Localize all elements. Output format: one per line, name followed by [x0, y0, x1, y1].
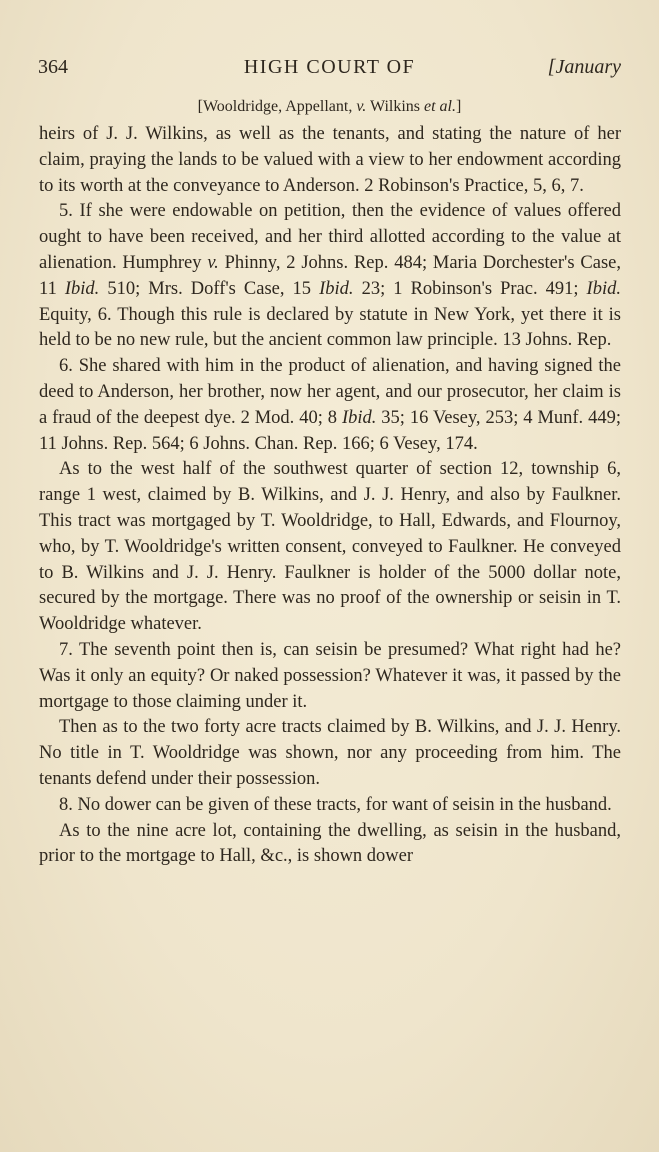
paragraph-nine-acre: As to the nine acre lot, containing the dwelling, as seisin in the husband, prior to the mortgage to Hall, &c., is shown dower	[39, 820, 621, 867]
paragraph-continuation: heirs of J. J. Wilkins, as well as the tenants, and stating the nature of her claim, praying the lands to be valued with a view to her endowment according to its worth at the conveyance to Anderson. 2 Robinson's Practice, 5, 6, 7.	[39, 124, 621, 196]
paragraph-west-half: As to the west half of the southwest quarter of section 12, township 6, range 1 west, claimed by B. Wilkins, and J. J. Henry, and also by Faulkner. This tract was mortgaged by T. Wooldridge, to Hall, Edwards, and Flournoy, who, by T. Wooldridge's written consent, conveyed to Faulkner. He conveyed to B. Wilkins and J. J. Henry. Faulkner is holder of the 5000 dollar note, secured by the mortgage. There was no proof of the ownership or seisin in T. Wooldridge whatever.	[39, 459, 621, 635]
page-number: 364	[38, 56, 68, 78]
paragraph-forty-acre: Then as to the two forty acre tracts claimed by B. Wilkins, and J. J. Henry. No title in T. Wooldridge was shown, nor any proceeding from him. The tenants defend under their possession.	[39, 717, 621, 789]
running-header	[38, 56, 621, 80]
paragraph-point-7: 7. The seventh point then is, can seisin be presumed? What right had he? Was it only an equity? Or naked possession? Whatever it was, it passed by the mortgage to those claiming under it.	[39, 639, 621, 712]
running-month: [January	[547, 56, 621, 78]
paragraph-point-8: 8. No dower can be given of these tracts, for want of seisin in the husband.	[59, 794, 612, 815]
case-caption: [Wooldridge, Appellant, v. Wilkins et al.]	[197, 98, 462, 115]
paragraph-point-6: 6. She shared with him in the product of alienation, and having signed the deed to Anderson, her brother, now her agent, and our prosecutor, her claim is a fraud of the deepest dye. 2 Mod. 40; 8 Ibid. 35; 16 Vesey, 253; 4 Munf. 449; 11 Johns. Rep. 564; 6 Johns. Chan. Rep. 166; 6 Vesey, 174.	[39, 356, 621, 454]
running-title: HIGH COURT OF	[243, 56, 416, 78]
paragraph-point-5: 5. If she were endowable on petition, then the evidence of values offered ought to have been received, and her third allotted according to the value at alienation. Humphrey v. Phinny, 2 Johns. Rep. 484; Maria Dorchester's Case, 11 Ibid. 510; Mrs. Doff's Case, 15 Ibid. 23; 1 Robinson's Prac. 491; Ibid. Equity, 6. Though this rule is declared by statute in New York, yet there it is held to be no new rule, but the ancient common law principle. 13 Johns. Rep.	[39, 201, 621, 351]
body-text	[39, 122, 621, 870]
